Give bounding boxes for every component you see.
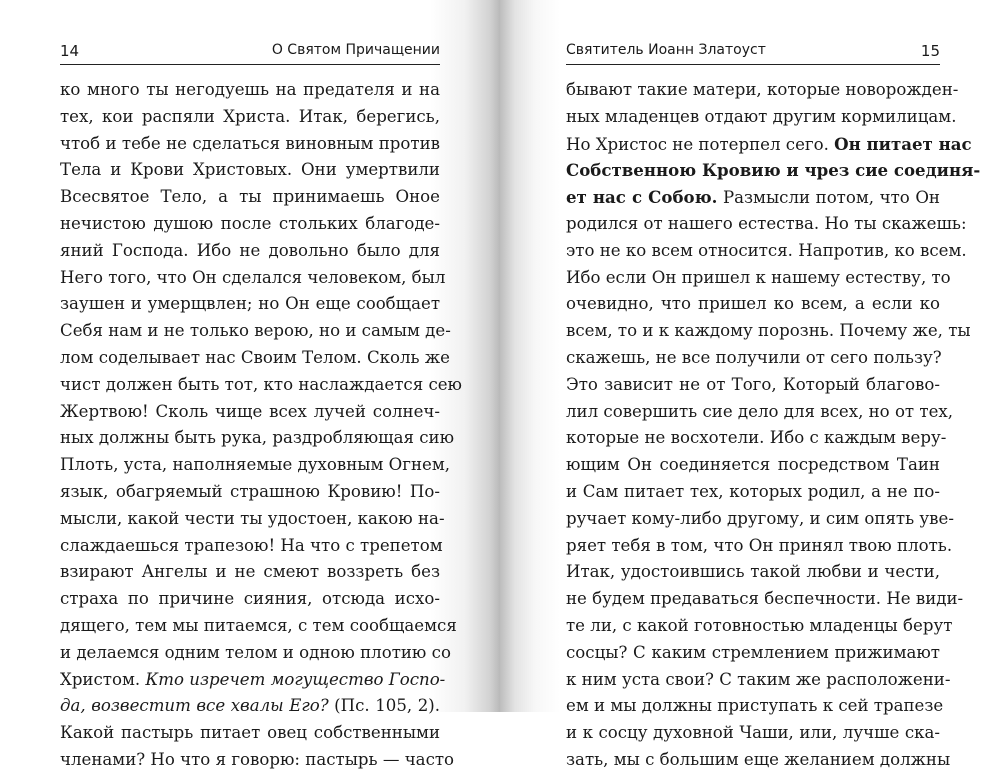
text-segment: заушен и умерщвлен; но Он еще сообщает — [60, 294, 440, 314]
text-segment: Итак, удостоившись такой любви и чести, — [566, 562, 940, 582]
text-segment: мысли, какой чести ты удостоен, какою на- — [60, 508, 445, 528]
text-line — [566, 613, 953, 640]
text-line — [566, 345, 940, 372]
text-segment: ет нас с Собою. — [566, 187, 718, 208]
text-line — [60, 318, 451, 345]
text-line — [60, 372, 463, 399]
text-line — [566, 747, 951, 774]
text-line — [60, 291, 440, 318]
text-segment: взирают Ангелы и не смеют воззреть без — [60, 562, 440, 582]
text-segment: лил совершить сие дело для всех, но от тех, — [566, 401, 954, 421]
text-line — [566, 640, 940, 667]
text-segment: тех, кои распяли Христа. Итак, берегись, — [60, 106, 440, 126]
text-line — [566, 425, 947, 452]
text-segment: Всесвятое Тело, а ты принимаешь Оное — [60, 187, 440, 207]
text-line — [60, 452, 451, 479]
text-line — [566, 77, 959, 104]
text-line — [60, 77, 440, 104]
text-line — [566, 157, 981, 184]
text-segment: ных должны быть рука, раздробляющая сию — [60, 428, 455, 448]
left-body-text — [60, 77, 463, 774]
text-line — [566, 586, 964, 613]
text-line — [566, 318, 971, 345]
text-segment: чист должен быть тот, кто наслаждается сею — [60, 374, 463, 394]
text-line — [566, 667, 951, 694]
text-segment: лом соделывает нас Своим Телом. Сколь же — [60, 347, 450, 367]
text-segment: ющим Он соединяется посредством Таин — [566, 455, 940, 475]
text-segment: к ним уста свои? С таким же расположени- — [566, 669, 951, 689]
text-segment: Какой пастырь питает овец собственными — [60, 723, 440, 743]
text-line — [60, 345, 450, 372]
left-running-head — [60, 40, 440, 65]
text-segment: нечистою душою после стольких благоде- — [60, 213, 440, 233]
text-line — [60, 399, 440, 426]
text-segment: Плоть, уста, наполняемые духовным Огнем, — [60, 455, 451, 475]
left-running-title: О Святом Причащении — [271, 42, 440, 58]
text-segment: те ли, с какой готовностью младенцы берут — [566, 615, 953, 635]
text-line — [566, 184, 940, 211]
text-line — [60, 479, 440, 506]
text-segment: ряет тебя в том, что Он принял твою плоть. — [566, 535, 953, 555]
text-segment: это не ко всем относится. Напротив, ко всем. — [566, 240, 967, 260]
text-segment: Но Христос не потерпел сего. — [566, 134, 835, 154]
text-line — [60, 506, 445, 533]
text-segment: родился от нашего естества. Но ты скажешь: — [566, 213, 967, 233]
right-page — [500, 0, 1000, 769]
text-segment: не будем предаваться беспечности. Не види- — [566, 589, 964, 609]
text-line — [566, 452, 940, 479]
text-line — [60, 104, 440, 131]
right-running-title: Святитель Иоанн Златоуст — [566, 42, 766, 58]
text-segment: Себя нам и не только верою, но и самым де- — [60, 321, 451, 341]
text-segment: ем и мы должны приступать к сей трапезе — [566, 696, 944, 716]
text-line — [60, 640, 451, 667]
text-line — [60, 667, 446, 694]
left-page — [0, 0, 500, 769]
text-segment: слаждаешься трапезою! На что с трепетом — [60, 535, 443, 555]
text-segment: яний Господа. Ибо не довольно было для — [60, 240, 440, 260]
text-segment: язык, обагряемый страшною Кровию! По- — [60, 481, 440, 501]
text-line — [60, 184, 440, 211]
text-line — [566, 506, 954, 533]
text-segment: Тела и Крови Христовых. Они умертвили — [60, 160, 440, 180]
text-line — [566, 104, 957, 131]
text-segment: Это зависит не от Того, Который благово- — [566, 374, 940, 394]
text-segment: ко много ты негодуешь на предателя и на — [60, 80, 440, 99]
text-line — [566, 131, 972, 158]
text-segment: дящего, тем мы питаемся, с тем сообщаемся — [60, 615, 457, 635]
text-segment: которые не восхотели. Ибо с каждым веру- — [566, 428, 947, 448]
text-line — [60, 613, 457, 640]
text-line — [60, 131, 440, 158]
text-segment: скажешь, не все получили от сего пользу? — [566, 347, 942, 367]
text-segment: и Сам питает тех, которых родил, а не по- — [566, 481, 940, 501]
text-segment: Него того, что Он сделался человеком, был — [60, 267, 446, 287]
left-page-number: 14 — [60, 42, 80, 60]
text-line — [566, 211, 967, 238]
text-segment: чтоб и тебе не сделаться виновным против — [60, 133, 440, 153]
text-line — [60, 211, 440, 238]
text-line — [60, 533, 443, 560]
text-segment: да, возвестит все хвалы Его? — [60, 696, 329, 716]
text-line — [60, 157, 440, 184]
text-line — [60, 559, 440, 586]
right-running-head — [566, 40, 940, 65]
text-line — [566, 479, 940, 506]
text-line — [566, 265, 951, 292]
text-segment: Он питает нас — [834, 133, 972, 154]
text-segment: Христом. — [60, 669, 146, 689]
text-line — [566, 238, 967, 265]
text-line — [60, 265, 446, 292]
text-segment: бывают такие матери, которые новорожден- — [566, 80, 959, 99]
text-segment: Ибо если Он пришел к нашему естеству, то — [566, 267, 951, 287]
text-segment: Размысли потом, что Он — [717, 188, 940, 208]
text-segment: и к сосцу духовной Чаши, или, лучше ска- — [566, 723, 940, 743]
text-segment: и делаемся одним телом и одною плотию со — [60, 642, 451, 662]
text-segment: сосцы? С каким стремлением прижимают — [566, 642, 940, 662]
text-line — [566, 720, 940, 747]
right-page-number: 15 — [920, 42, 940, 60]
text-line — [566, 399, 954, 426]
text-line — [566, 559, 940, 586]
text-segment: Жертвою! Сколь чище всех лучей солнеч- — [60, 401, 440, 421]
text-segment: ных младенцев отдают другим кормилицам. — [566, 106, 957, 126]
text-line — [60, 586, 440, 613]
text-line — [60, 693, 440, 720]
text-line — [60, 238, 440, 265]
text-line — [60, 425, 455, 452]
right-body-text — [566, 77, 981, 774]
text-segment: членами? Но что я говорю: пастырь — часто — [60, 749, 455, 769]
text-line — [566, 693, 944, 720]
text-line — [566, 533, 953, 560]
text-segment: очевидно, что пришел ко всем, а если ко — [566, 294, 940, 314]
text-segment: ручает кому-либо другому, и сим опять уве- — [566, 508, 954, 528]
text-line — [566, 372, 940, 399]
text-segment: Собственною Кровию и чрез сие соединя- — [566, 160, 981, 181]
text-segment: зать, мы с большим еще желанием должны — [566, 749, 951, 769]
text-line — [60, 720, 440, 747]
text-line — [566, 291, 940, 318]
text-segment: (Пс. 105, 2). — [328, 696, 441, 716]
text-segment: всем, то и к каждому порознь. Почему же, ты — [566, 321, 971, 341]
text-segment: Кто изречет могущество Госпо- — [145, 669, 446, 689]
text-segment: страха по причине сияния, отсюда исхо- — [60, 589, 440, 609]
text-line — [60, 747, 455, 774]
